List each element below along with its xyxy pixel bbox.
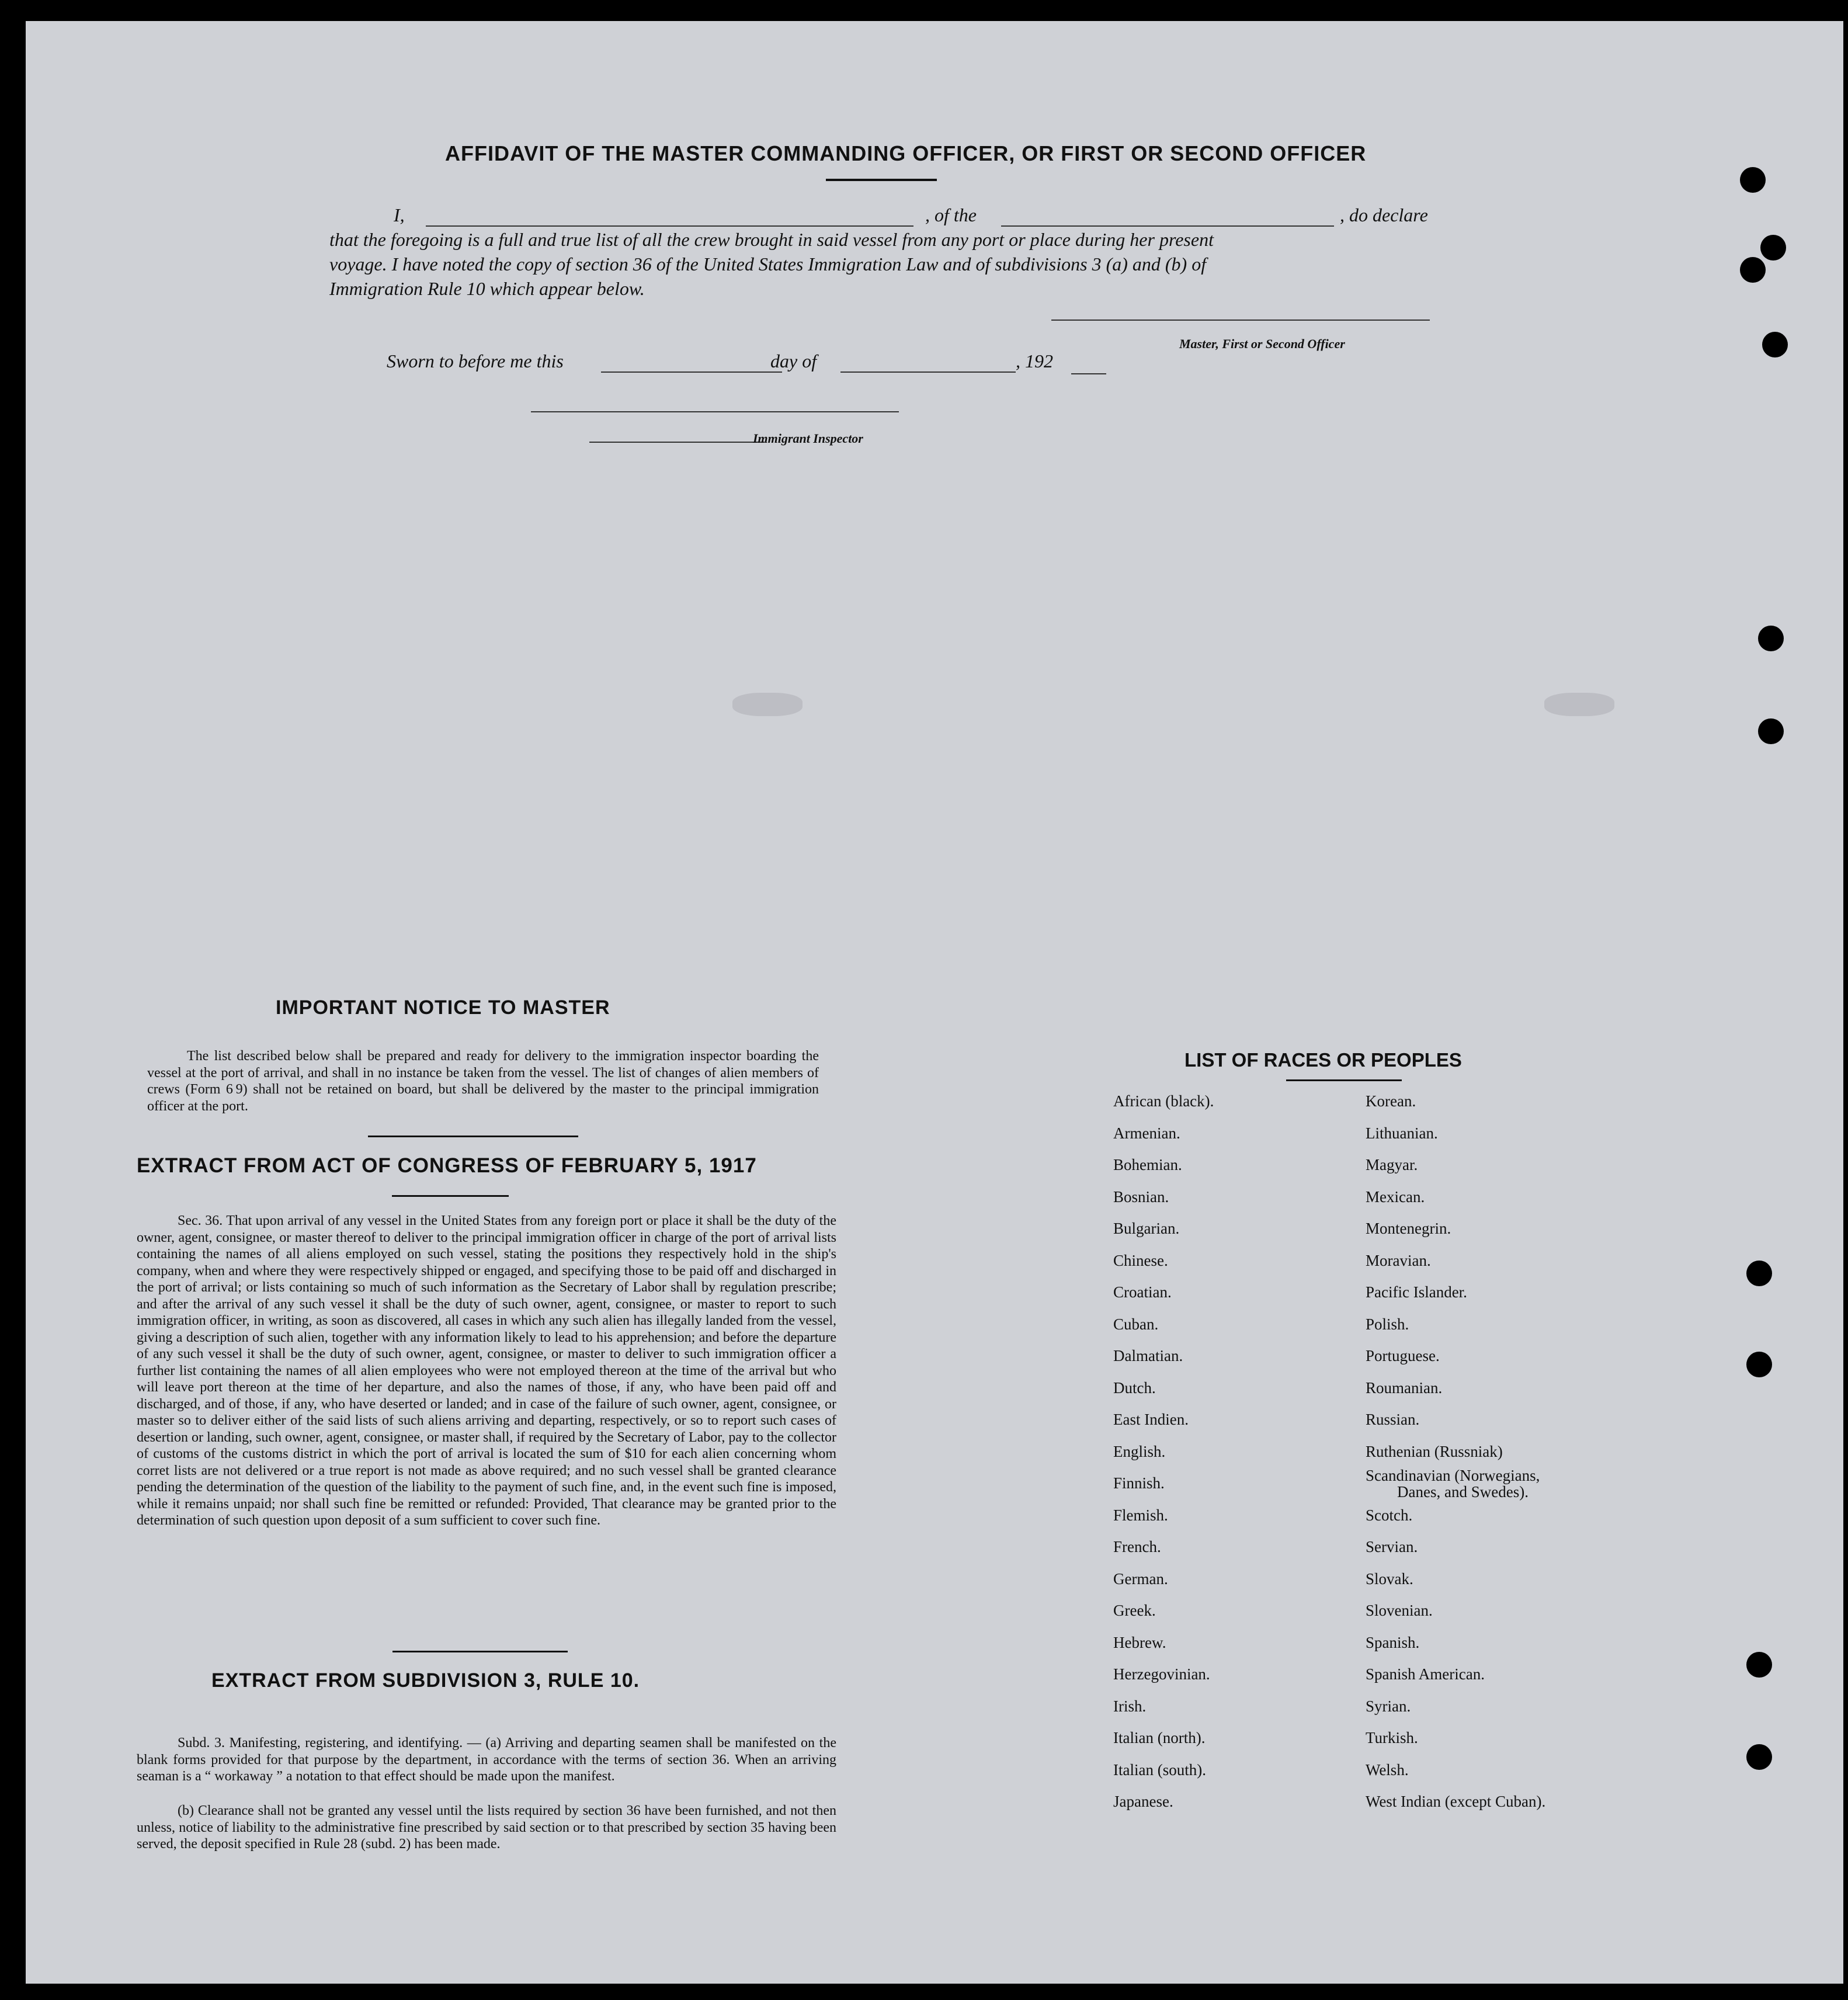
race-item: Slovenian. [1366,1602,1433,1619]
race-item: Lithuanian. [1366,1124,1438,1142]
race-item: African (black). [1113,1092,1214,1110]
race-item: Dalmatian. [1113,1347,1183,1364]
race-item: Herzegovinian. [1113,1665,1210,1683]
sworn-day-blank[interactable] [601,371,782,373]
race-item [1366,1467,1545,1499]
race-item: German. [1113,1570,1168,1588]
race-item: Polish. [1366,1315,1409,1333]
document-page [26,21,1843,1984]
race-item: East Indien. [1113,1411,1189,1428]
inspector-label: Immigrant Inspector [753,431,863,446]
race-item: Mexican. [1366,1188,1425,1206]
year-text: , 192 [1016,350,1053,371]
race-item: Italian (north). [1113,1729,1206,1746]
race-item-line: Scandinavian (Norwegians, [1366,1467,1540,1484]
act-divider [392,1195,509,1197]
rule-para-b: (b) Clearance shall not be granted any vessel until the lists required by section 36 have been furnished, and not then unless, notice of liability to the administrative fine prescribed by said section or to that prescribed by section 35 having been served, the deposit specified in Rule 28 (subd. 2) has been made. [137,1803,836,1852]
race-item: Syrian. [1366,1697,1411,1715]
notice-text: The list described below shall be prepared and ready for delivery to the immigration inspector boarding the vessel at the port of arrival, and shall in no instance be taken from the vessel. The list of changes of alien members of crews (Form 6 9) shall not be retained on board, but shall be delivered by the master to the principal immigration officer at the port. [147,1048,819,1114]
race-item: Turkish. [1366,1729,1418,1746]
master-label: Master, First or Second Officer [1179,336,1345,351]
declare-of-the: , of the [925,204,977,225]
race-item: Irish. [1113,1697,1147,1715]
inspector-signature-line[interactable] [531,411,899,412]
race-item: Spanish American. [1366,1665,1485,1683]
race-item: Bulgarian. [1113,1220,1180,1237]
binder-hole [1758,718,1784,744]
act-text: Sec. 36. That upon arrival of any vessel in the United States from any foreign port or place it shall be the duty of the owner, agent, consignee, or master thereof to deliver to the principal immigration officer in charge of the port of arrival lists containing the names of all aliens employed on such vessel, stating the positions they respectively hold in the ship's company, when and where they were respectively shipped or engaged, and specifying those to be paid off and discharged in the port of arrival; or lists containing so much of such information as the Secretary of Labor shall by regulation prescribe; and after the arrival of any such vessel it shall be the duty of such owner, agent, consignee, or master to report to such immigration officer, in writing, as soon as discovered, all cases in which any such alien has illegally landed from the vessel, giving a description of such alien, together with any information likely to lead to his apprehension; and before the departure of any such vessel it shall be the duty of such owner, agent, consignee, or master to deliver to such immigration officer a further list containing the names of all alien employees who were not employed thereon at the time of the arrival but who will leave port thereon at the time of her departure, and also the names of those, if any, who have been paid off and discharged, and of those, if any, who have deserted or landed; and in case of the failure of such owner, agent, consignee, or master so to deliver either of the said lists of such aliens arriving and departing, respectively, or so to report such cases of desertion or landing, such owner, agent, consignee, or master shall, if required by the Secretary of Labor, pay to the collector of customs of the customs district in which the port of arrival is located the sum of $10 for each alien concerning whom corret lists are not delivered or a true report is not made as above required; and no such vessel shall be granted clearance pending the determination of the question of the liability to the payment of such fine, and, in the event such fine is imposed, while it remains unpaid; nor shall such fine be remitted or refunded: Provided, That clearance may be granted prior to the determination of such question upon deposit of a sum sufficient to cover such fine. [137,1213,836,1528]
races-divider [1286,1079,1402,1081]
binder-hole [1762,332,1788,357]
binder-hole [1746,1744,1772,1770]
race-item: Russian. [1366,1411,1420,1428]
race-item: Chinese. [1113,1251,1168,1269]
sworn-month-blank[interactable] [840,371,1016,373]
race-item: Flemish. [1113,1506,1168,1524]
race-item: English. [1113,1442,1166,1460]
race-item: Cuban. [1113,1315,1159,1333]
race-item: Dutch. [1113,1379,1156,1397]
binder-hole [1746,1261,1772,1286]
race-item: Finnish. [1113,1474,1165,1492]
race-item: Servian. [1366,1538,1418,1555]
vessel-blank[interactable] [1001,225,1334,227]
rule-para-a: Subd. 3. Manifesting, registering, and identifying. — (a) Arriving and departing seamen shall be manifested on the blank forms provided for that purpose by the department, in accordance with the terms of section 36. When an arriving seaman is a “ workaway ” a notation to that effect should be made upon the manifest. [137,1735,836,1784]
race-item: Greek. [1113,1602,1156,1619]
act-end-divider [392,1651,568,1652]
declare-line2: that the foregoing is a full and true list of all the crew brought in said vessel from any port or place during her present [329,229,1214,250]
binder-hole [1760,235,1786,261]
declare-i: I, [394,204,405,225]
race-item: Scotch. [1366,1506,1413,1524]
race-item: Croatian. [1113,1283,1172,1301]
inspector-dotted-line [589,442,765,443]
notice-title: IMPORTANT NOTICE TO MASTER [276,996,610,1019]
race-item: Hebrew. [1113,1633,1166,1651]
race-item-line: Danes, and Swedes). [1397,1483,1529,1501]
race-item: Moravian. [1366,1251,1431,1269]
binder-hole [1746,1652,1772,1678]
race-item: Ruthenian (Russniak) [1366,1442,1503,1460]
races-column-1 [1113,1085,1214,1818]
race-item: French. [1113,1538,1161,1555]
bleed-mark [1544,693,1614,716]
notice-divider [368,1136,578,1137]
race-item: Korean. [1366,1092,1416,1110]
race-item: Japanese. [1113,1793,1173,1810]
race-item: Portuguese. [1366,1347,1440,1364]
affidavit-title: AFFIDAVIT OF THE MASTER COMMANDING OFFICER, OR FIRST OR SECOND OFFICER [445,141,1367,165]
race-item: Welsh. [1366,1761,1409,1779]
binder-hole [1746,1352,1772,1377]
declare-line4: Immigration Rule 10 which appear below. [329,278,645,299]
race-item: Roumanian. [1366,1379,1443,1397]
binder-hole [1740,257,1766,283]
sworn-text: Sworn to before me this [387,350,564,371]
name-blank[interactable] [426,225,913,227]
race-item: Pacific Islander. [1366,1283,1467,1301]
year-blank[interactable] [1071,373,1106,374]
race-item: Bohemian. [1113,1156,1182,1173]
races-title: LIST OF RACES OR PEOPLES [1184,1049,1462,1071]
declare-line3: voyage. I have noted the copy of section 36 of the United States Immigration Law and of subdivisions 3 (a) and (b) of [329,254,1207,275]
race-item: Armenian. [1113,1124,1180,1142]
race-item: Bosnian. [1113,1188,1169,1206]
race-item: Italian (south). [1113,1761,1206,1779]
title-underline [826,179,937,181]
race-item: Slovak. [1366,1570,1413,1588]
race-item: Magyar. [1366,1156,1418,1173]
act-title: EXTRACT FROM ACT OF CONGRESS OF FEBRUARY 5, 1917 [137,1154,757,1177]
race-item: Montenegrin. [1366,1220,1451,1237]
races-column-2 [1366,1085,1545,1818]
binder-hole [1740,167,1766,193]
rule-title: EXTRACT FROM SUBDIVISION 3, RULE 10. [211,1669,640,1692]
race-item: Spanish. [1366,1633,1420,1651]
race-item: West Indian (except Cuban). [1366,1793,1546,1810]
master-signature-line[interactable] [1051,320,1430,321]
declare-do-declare: , do declare [1340,204,1428,225]
day-of-text: day of [770,350,817,371]
binder-hole [1758,626,1784,651]
bleed-mark [732,693,803,716]
